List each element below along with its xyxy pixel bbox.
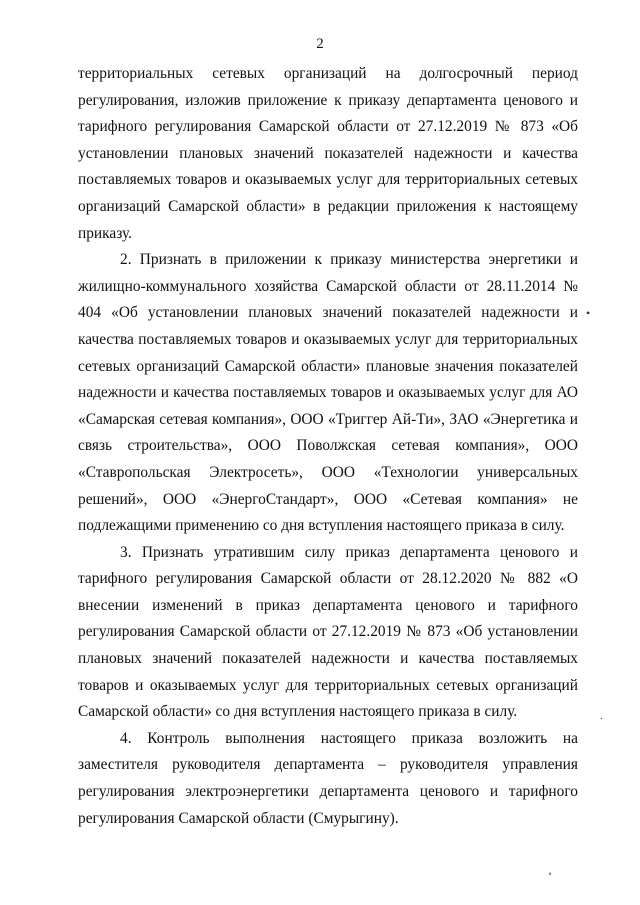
paragraph-3: 3. Признать утратившим силу приказ департамента ценового и тарифного регулирования Самарской области от 28.12.2020 № 882 «О внесении изменений в приказ департамента ценового и тарифного регулирования Самарской области от 27.12.2019 № 873 «Об установлении плановых значений показателей надежности и качества поставляемых товаров и оказываемых услуг для территориальных сетевых организаций Самарской области» со дня вступления настоящего приказа в силу. [78, 543, 578, 721]
page-number: 2 [316, 36, 324, 52]
scan-speck: ˚ [548, 870, 552, 884]
paragraph-1-continuation: территориальных сетевых организаций на долгосрочный период регулирования, изложив приложение к приказу департамента ценового и тарифного регулирования Самарской области от 27.12.2019 № 873 «Об установлении плановых значений показателей надежности и качества поставляемых товаров и оказываемых услуг для территориальных сетевых организаций Самарской области» в редакции приложения к настоящему приказу. [78, 65, 578, 242]
scan-speck: • [586, 306, 591, 320]
paragraph-4: 4. Контроль выполнения настоящего приказа возложить на заместителя руководителя департамента – руководителя управления регулирования электроэнергетики департамента ценового и тарифного регулирования Самарской области (Смурыгину). [78, 729, 578, 827]
paragraph-2: 2. Признать в приложении к приказу министерства энергетики и жилищно-коммунального хозяйства Самарской области от 28.11.2014 № 404 «Об установлении плановых значений показателей надежности и качества поставляемых товаров и оказываемых услуг для территориальных сетевых организаций Самарской области» плановые значения показателей надежности и качества поставляемых товаров и оказываемых услуг для АО «Самарская сетевая компания», ООО «Триггер Ай-Ти», ЗАО «Энергетика и связь строительства», ООО Поволжская сетевая компания», ООО «Ставропольская Электросеть», ООО «Технологии универсальных решений», ООО «ЭнергоСтандарт», ООО «Сетевая компания» не подлежащими применению со дня вступления настоящего приказа в силу. [78, 251, 578, 535]
document-body [78, 61, 578, 832]
scan-speck: . [600, 708, 603, 722]
